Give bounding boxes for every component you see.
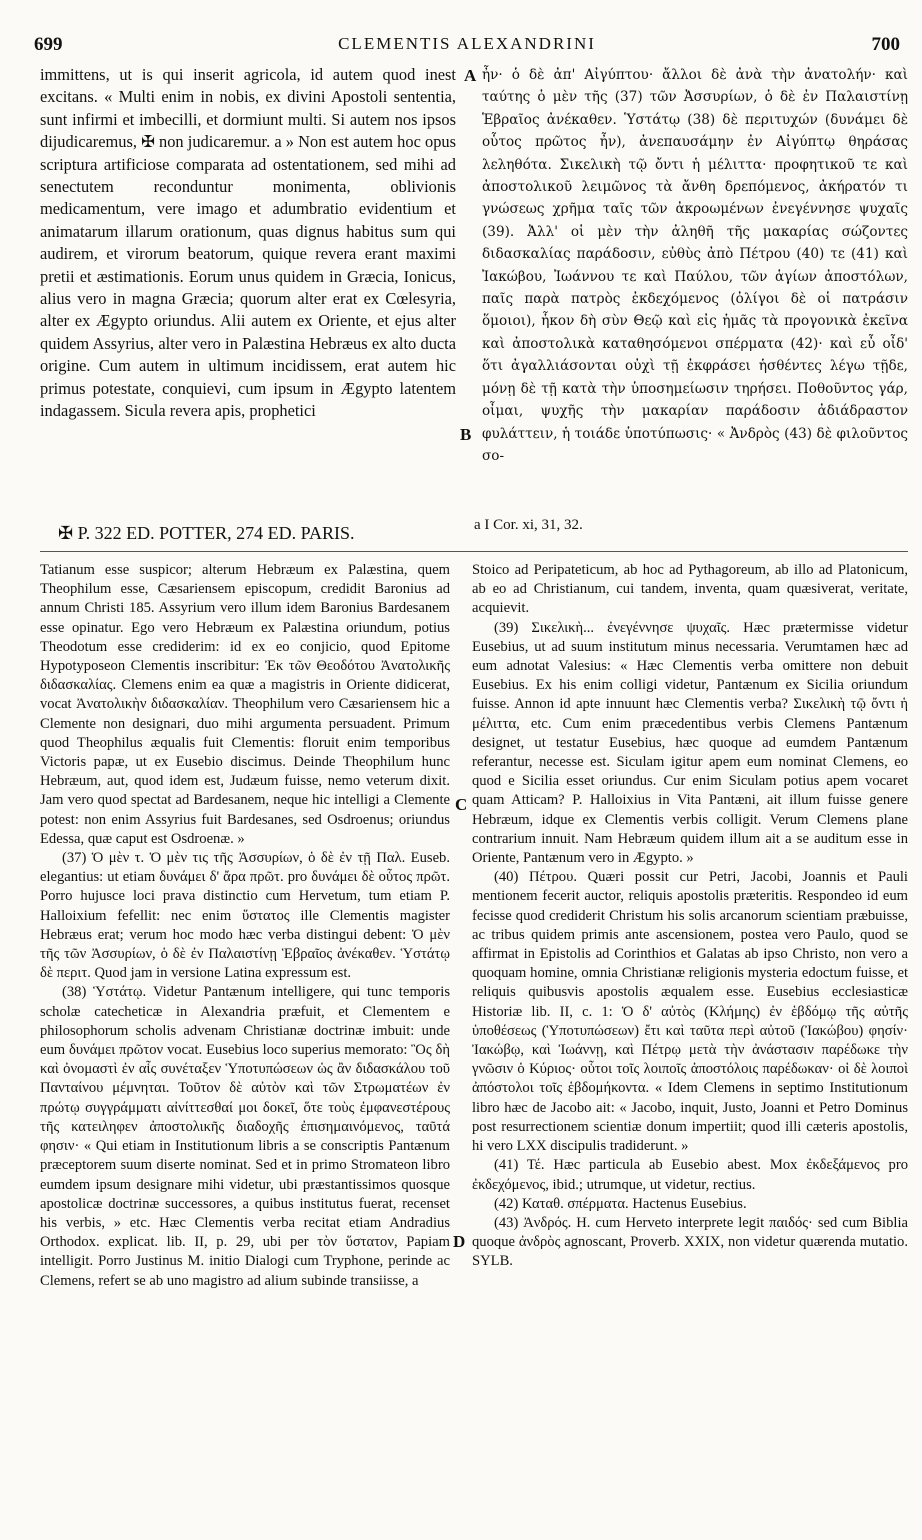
latin-translation-text: immittens, ut is qui inserit agricola, id autem quod inest excitans. « Multi enim in nobis, ex divini Apostoli sententia, sunt infirmi et imbecilli, et dormiunt multi. Si autem nos ipsos dijudicaremus, ✠ non judicaremur. a » Non est autem hoc opus scriptura artificiose comparata ad ostentationem, sed mihi ad senectutem reconduntur monimenta, oblivionis medicamentum, vere imago et adumbratio evidentium et animatarum illarum orationum, quas dignus habitus sum qui audirem, et virorum beatorum, quique revera erant maximi pretii et æstimationis. Eorum unus quidem in Græcia, Ionicus, alius vero in magna Græcia; quorum alter erat ex Cœlesyria, alter ex Ægypto oriundus. Alii autem ex Oriente, et ejus alter quidem Assyrius, alter vero in Palæstina Hebræus ex alto ducta origine. Cum autem in ultimum incidissem, erat autem hic primus potestate, conquievi, cum ipsum in Ægypto latentem indagassem. Sicula revera apis, prophetici (40, 65, 456, 421)
page-header (34, 34, 900, 60)
commentary-paragraph: (42) Καταθ. σπέρματα. Hactenus Eusebius. (494, 1195, 747, 1212)
commentary-paragraph: Tatianum esse suspicor; alterum Hebræum ex Palæstina, quem Theophilum esse, Cæsariensem episcopum, credidit Baronius ad annum Christi 185. Assyrium vero illum idem Baronius Bardesanem esse opinatur. Ego vero Hebræum ex Palæstina oriundum, potius Theodotum esse crediderim: id ex eo conjicio, quod Epitome Hypotyposeon Clementis inscribitur: Ἐκ τῶν Θεοδότου Ἀνατολικῆς διδασκαλίας. Clemens enim ea quæ a magistris in Oriente didicerat, vocat Ἀνατολικὴν διδασκαλίαν. Theophilum vero Cæsariensem hic a Clemente non designari, duo mihi argumenta persuadent. Primum quod Theophilus æqualis fuit Clementis: floruit enim temporibus Victoris papæ, ut ex Eusebio discimus. Deinde Theophilum hunc Hebræum, aut, quod idem est, Judæum fuisse, nemo veterum dixit. Jam vero quod spectat ad Bardesanem, neque hic intelligi a Clemente potest: non enim Assyrius fuit Bardesanes, sed Osdroenus; oriundus Edessa, quæ caput est Osdroenæ. » (40, 562, 450, 847)
page-number-left: 699 (34, 34, 63, 55)
page-number-right: 700 (871, 34, 900, 55)
edition-reference: ✠ P. 322 ED. POTTER, 274 ED. PARIS. (58, 523, 355, 543)
latin-translation-column (40, 64, 456, 423)
greek-text-column (482, 64, 908, 467)
margin-letter-d: D (453, 1232, 466, 1251)
scripture-footnote: a I Cor. xi, 31, 32. (474, 517, 583, 533)
commentary-paragraph: (40) Πέτρου. Quæri possit cur Petri, Jacobi, Joannis et Pauli mentionem fecerit auctor, reliquis apostolis præteritis. Respondeo id eum fecisse quod crediderit Christum his solis arcanorum scientiam præbuisse, ac tribus quidem primis ante ascensionem, postea vero Paulo, quod se affirmat in Epistolis ad Corinthios et Galatas ab ipso Christo, non vero a quoquam homine, omnia Christianæ religionis mysteria edoctum fuisse, et reliquis quibusvis apostolis æqualem esse. Eusebius ecclesiasticæ Historiæ lib. II, c. 1: Ὁ δ' αὐτὸς (Κλήμης) ἐν ἑβδόμῳ τῆς αὐτῆς ὑποθέσεως (Ὑποτυπώσεων) ἔτι καὶ ταῦτα περὶ αὐτοῦ (Ἰακώβου) φησίν· Ἰακώβῳ, καὶ Ἰωάννῃ, καὶ Πέτρῳ μετὰ τὴν ἀνάστασιν παρέδωκε τὴν γνῶσιν ὁ Κύριος· οὗτοι τοῖς λοιποῖς ἀποστόλοις παρέδωκαν· οἱ δὲ λοιποὶ ἀπόστολοι τοῖς ἑβδομήκοντα. « Idem Clemens in septimo Institutionum libro hæc de Jacobo ait: « Jacobo, inquit, Justo, Joanni et Petro Dominus post resurrectionem scientiæ donum impertiit; quod illi cæteris apostolis, hi vero LXX discipulis tradiderunt. » (472, 869, 908, 1155)
margin-letter-a: A (464, 66, 477, 85)
margin-letter-c: C (455, 795, 468, 814)
commentary-left-column (40, 561, 450, 1291)
greek-text: ἦν· ὁ δὲ ἀπ' Αἰγύπτου· ἄλλοι δὲ ἀνὰ τὴν ἀνατολήν· καὶ ταύτης ὁ μὲν τῆς (37) τῶν Ἀσσυρίων, ὁ δὲ ἐν Παλαιστίνῃ Ἑβραῖος ἀνέκαθεν. Ὑστάτῳ (38) δὲ περιτυχών (δυνάμει δὲ οὗτος πρῶτος ἦν), ἀνεπαυσάμην ἐν Αἰγύπτῳ θηράσας λεληθότα. Σικελικὴ τῷ ὄντι ἡ μέλιττα· προφητικοῦ τε καὶ ἀποστολικοῦ λειμῶνος τὰ ἄνθη δρεπόμενος, ἀκήρατόν τι γνώσεως χρῆμα ταῖς τῶν ἀκροωμένων ἐνεγέννησε ψυχαῖς (39). Ἀλλ' οἱ μὲν τὴν ἀληθῆ τῆς μακαρίας σώζοντες διδασκαλίας παράδοσιν, εὐθὺς ἀπὸ Πέτρου (40) τε (41) καὶ Ἰακώβου, Ἰωάννου τε καὶ Παύλου, τῶν ἁγίων ἀποστόλων, παῖς παρὰ πατρὸς ἐκδεχόμενος (ὀλίγοι δὲ οἱ πατράσιν ὅμοιοι), ἧκον δὴ σὺν Θεῷ καὶ εἰς ἡμᾶς τὰ προγονικὰ ἐκεῖνα καὶ ἀποστολικὰ καταθησόμενοι σπέρματα (42)· καὶ εὖ οἶδ' ὅτι ἀγαλλιάσονται οὐχὶ τῇ ἐκφράσει ἡσθέντες λέγω τῇδε, μόνῃ δὲ τῇ κατὰ τὴν ὑποσημείωσιν τηρήσει. Ποθοῦντος γάρ, οἶμαι, ψυχῆς τὴν μακαρίαν παράδοσιν ἀδιάδραστον φυλάττειν, ἡ τοιάδε ὑποτύπωσις· « Ἀνδρὸς (43) δὲ φιλοῦντος σο- (482, 67, 908, 464)
commentary-paragraph: (37) Ὁ μὲν τ. Ὁ μὲν τις τῆς Ἀσσυρίων, ὁ δὲ ἐν τῇ Παλ. Euseb. elegantius: ut etiam δυνάμει δ' ἄρα πρῶτ. pro δυνάμει δὲ οὗτος πρῶτ. Porro hujusce loci prava distinctio cum Hervetum, tum etiam P. Halloixium fefellit: nec enim ὕστατος ille Clementis magister Hebræus erat; verum hoc modo hæc verba distingui debent: Ὁ μὲν τῆς τῶν Ἀσσυρίων, ὁ δὲ ἐν Παλαιστίνῃ Ἑβραῖος ἀνέκαθεν. Ὑστάτῳ δὲ περιτ. Quod jam in versione Latina expressum est. (40, 850, 450, 982)
commentary-paragraph: (43) Ἀνδρός. H. cum Herveto interprete legit παιδός· sed cum Biblia quoque ἀνδρὸς agnoscant, Proverb. XXIX, non videtur quærenda mutatio. SYLB. (472, 1214, 908, 1270)
commentary-paragraph: (41) Τέ. Hæc particula ab Eusebio abest. Mox ἐκδεξάμενος pro ἐκδεχόμενος, ibid.; utrumque, ut videtur, rectius. (472, 1157, 908, 1193)
running-title: CLEMENTIS ALEXANDRINI (338, 34, 596, 53)
margin-letter-b: B (460, 425, 472, 444)
section-divider (40, 551, 908, 552)
commentary-paragraph: (38) Ὑστάτῳ. Videtur Pantænum intelligere, qui tunc temporis scholæ catecheticæ in Alexandria præfuit, et Clementem e philosophorum scholis advenam Christianæ doctrinæ imbuit: unde eum δυνάμει πρῶτον vocat. Eusebius loco superius memorato: Ὃς δὴ καὶ ὀνομαστὶ ἐν αἷς συνέταξεν Ὑποτυπώσεων ὡς ἂν διδασκάλου τοῦ Πανταίνου μέμνηται. Τοῦτον δὲ αὐτὸν καὶ τῶν Στρωματέων ἐν πρώτῳ συγγράμματι αἰνίττεσθαί μοι δοκεῖ, ὅτε τοὺς ἐμφανεστέρους τῆς κατειληφεν ἀποστολικῆς διαδοχῆς ἐπισημαινόμενος, ταῦτά φησιν· « Qui etiam in Institutionum libris a se conscriptis Pantænum præceptorem suum diserte nominat. Sed et in primo Stromateon libro eumdem ipsum designare mihi videtur, ubi præstantissimos quosque apostolicæ doctrinæ successores, a quibus institutus fuerat, recenset his verbis, » etc. Hæc Clementis verba recitat etiam Andradius Orthodox. explicat. lib. II, p. 29, ubi per τὸν ὕστατον, Papiam intelligit. Porro Justinus M. initio Dialogi cum Tryphone, perinde ac Clemens, refert se ab uno magistro ad alium subinde transiisse, a (40, 984, 450, 1289)
commentary-paragraph: Stoico ad Peripateticum, ab hoc ad Pythagoreum, ab illo ad Platonicum, ab eo ad Christianum, cui tandem, inventa, quam quæsiverat, veritate, acquievit. (472, 562, 908, 617)
commentary-right-column (472, 561, 908, 1272)
commentary-paragraph: (39) Σικελικὴ... ἐνεγέννησε ψυχαῖς. Hæc prætermisse videtur Eusebius, ut ad suum institutum minus necessaria. Verumtamen hæc ad eum adnotat Valesius: « Hæc Clementis verba omittere non debuit Eusebius. Ex his enim colligi videtur, Pantænum ex Sicilia oriundum fuisse. Annon id apte innuunt hæc Clementis verba? Σικελικὴ τῷ ὄντι ἡ μέλιττα, etc. Cum enim præcedentibus verbis Clemens Pantænum designet, ut testatur Eusebius, hæc quoque ad eumdem Pantænum referantur, necesse est. Siculam igitur apem eum nominat Clemens, eo quod e Sicilia esset oriundus. Cur enim Siculam potius apem vocaret quam Atticam? P. Halloixius in Vita Pantæni, ait illum fuisse genere Hebræum, idque ex Clementis verbis colligit. Verum Clemens plane contrarium innuit. Nam Hebræum quidem illum ait a se auditum esse in Oriente, Pantænum vero in Ægypto. » (472, 619, 908, 867)
